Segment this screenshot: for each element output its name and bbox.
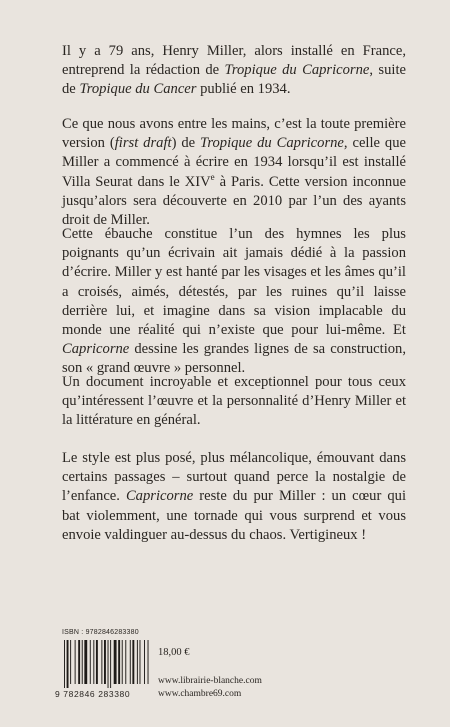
barcode-bar	[118, 640, 120, 684]
barcode-bar	[104, 640, 106, 684]
barcode-icon	[62, 640, 150, 688]
text-run: Ce que nous avons entre les mains, c’est la toute première version (	[62, 116, 406, 152]
text-run: à Paris. Cette version inconnue jusqu’alors sera découverte en 2010 par l’un des ayants droit de Miller.	[62, 173, 406, 229]
text-run: Un document incroyable et exceptionnel pour tous ceux qu’intéressent l’œuvre et la personnalité d’Henry Miller et la littérature en général.	[62, 374, 406, 429]
paragraph-style	[62, 449, 406, 545]
barcode-bar	[125, 640, 126, 684]
barcode-bar	[144, 640, 145, 684]
publisher-url: www.librairie-blanche.com	[158, 676, 262, 686]
title-italic: Tropique du Cancer	[79, 81, 197, 98]
barcode-bar	[132, 640, 134, 684]
paragraph-document	[62, 373, 406, 431]
isbn-label: ISBN : 9782846283380	[62, 629, 139, 636]
publisher-url: www.chambre69.com	[158, 689, 242, 699]
text-run: , suite de	[62, 62, 406, 98]
barcode-bar	[114, 640, 117, 684]
barcode-bar	[110, 640, 111, 688]
title-italic: Capricorne	[125, 488, 194, 505]
text-run: Il y a 79 ans, Henry Miller, alors installé en France, entreprend la rédaction de	[62, 43, 406, 79]
text-run: dessine les grandes lignes de sa construction, son « grand œuvre » personnel.	[62, 341, 406, 377]
barcode-bar	[122, 640, 123, 684]
barcode-bar	[101, 640, 102, 684]
paragraph-hymn	[62, 225, 406, 379]
title-italic: Tropique du Capricorne	[224, 62, 370, 79]
barcode-bar	[137, 640, 138, 684]
title-italic: Capricorne	[62, 341, 130, 358]
barcode-bar	[84, 640, 87, 684]
barcode-digits: 9 782846 283380	[55, 689, 131, 699]
barcode-bar	[70, 640, 71, 684]
barcode-bar	[82, 640, 83, 684]
price: 18,00 €	[158, 647, 190, 658]
text-run: ) de	[171, 135, 201, 152]
title-italic: Tropique du Capricorne	[200, 135, 344, 152]
text-run: Cette ébauche constitue l’un des hymnes les plus poignants qu’un écrivain ait jamais dédié à la passion d’écrire. Miller y est hanté par les visages et les âmes qu’il a croisés, aimés, détestés, par les ruines qu’il laisse derrière lui, et imagine dans sa vision implacable du monde une réalité qui n’existe que pour lui-même. Et	[62, 226, 406, 339]
text-run: , celle que Miller a commencé à écrire en 1934 lorsqu’il est installé Villa Seurat dans le XIV	[62, 135, 406, 190]
paragraph-first-draft	[62, 115, 406, 230]
text-run: Le style est plus posé, plus mélancolique, émouvant dans certains passages – surtout quand perce la nostalgie de l’enfance.	[62, 450, 406, 505]
barcode-bar	[130, 640, 131, 684]
text-run: reste du pur Miller : un cœur qui bat violemment, une tornade qui vous surprend et vous envoie valdinguer au-dessus du chaos. Vertigineux !	[62, 488, 406, 543]
barcode-bar	[78, 640, 80, 684]
barcode-bar	[148, 640, 149, 684]
barcode-bar	[90, 640, 91, 684]
barcode-bar	[93, 640, 94, 684]
italic-term: first draft	[114, 135, 172, 152]
superscript: e	[210, 171, 215, 182]
barcode-bar	[140, 640, 141, 684]
barcode-bar	[75, 640, 76, 684]
barcode-bar	[67, 640, 69, 688]
text-run: publié en 1934.	[196, 81, 291, 98]
barcode-bar	[64, 640, 65, 688]
barcode-bar	[96, 640, 98, 684]
barcode-bar	[108, 640, 109, 688]
paragraph-intro	[62, 42, 406, 100]
